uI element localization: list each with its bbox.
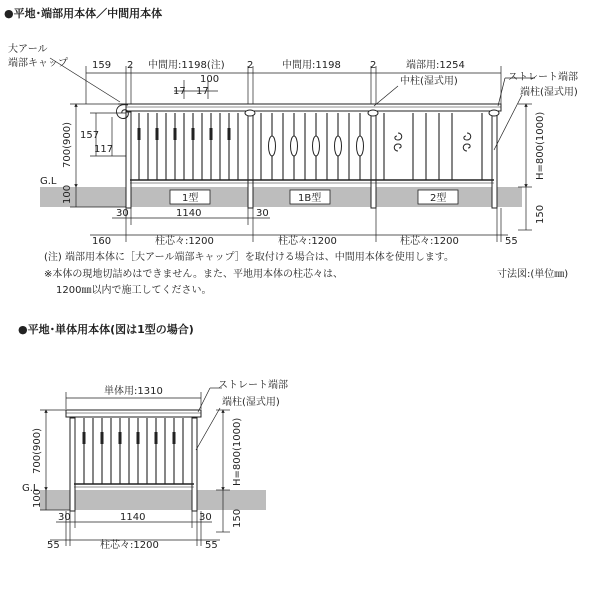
pitch-1: 柱芯々:1200 xyxy=(155,236,214,247)
dim-end: 端部用:1254 xyxy=(406,60,465,71)
height-label: H=800(1000) xyxy=(535,111,546,180)
post-2-left xyxy=(70,418,75,511)
unit-note: 寸法図:(単位㎜) xyxy=(497,269,569,280)
dim-30a: 30 xyxy=(116,208,129,219)
dim-117: 117 xyxy=(94,144,114,155)
post-left xyxy=(126,112,131,208)
middle-post-label: 中柱(湿式用) xyxy=(400,76,458,87)
end-post-label-2: 端柱(湿式用) xyxy=(222,397,280,408)
dim-55: 55 xyxy=(505,236,518,247)
top-rail-2 xyxy=(66,410,201,417)
cap-label-2: 端部キャップ xyxy=(8,58,68,69)
dim-2c: 2 xyxy=(370,60,377,71)
straight-end-label: ストレート端部 xyxy=(508,72,578,83)
top-rail xyxy=(126,104,501,111)
cap-label: 大アール xyxy=(8,44,48,55)
panel-2-scrolls xyxy=(394,133,471,151)
straight-end-label-2: ストレート端部 xyxy=(218,380,288,391)
pitch-single: 柱芯々:1200 xyxy=(100,540,159,551)
note-line2: ※本体の現地切詰めはできません。また、平地用本体の柱芯々は、 xyxy=(44,269,343,280)
post-mid-1 xyxy=(248,112,253,208)
dim-55a-2: 55 xyxy=(47,540,60,551)
gl-label-2: G.L xyxy=(22,483,39,494)
pitch-2: 柱芯々:1200 xyxy=(278,236,337,247)
gl-label: G.L xyxy=(40,176,57,187)
post-mid-2 xyxy=(371,112,376,208)
panel-single-pickets xyxy=(84,418,183,484)
pitch-3: 柱芯々:1200 xyxy=(400,236,459,247)
dim-55b-2: 55 xyxy=(205,540,218,551)
panel-type-1: 1型 xyxy=(182,193,199,204)
rail-height-label: 700(900) xyxy=(62,122,73,168)
rail-height-label-2: 700(900) xyxy=(32,428,43,474)
right-dimension-lines xyxy=(518,104,532,230)
note-line3: 1200㎜以内で施工してください。 xyxy=(56,285,212,296)
single-width-label: 単体用:1310 xyxy=(104,386,163,397)
dim-2b: 2 xyxy=(247,60,254,71)
dim-30b-2: 30 xyxy=(199,512,212,523)
dim-100-top: 100 xyxy=(200,74,220,85)
dim-30b: 30 xyxy=(256,208,269,219)
panel-type-1b: 1B型 xyxy=(298,193,322,204)
dim-150-right-2: 150 xyxy=(232,508,243,528)
panel-1-pickets xyxy=(139,113,238,180)
dim-150-right: 150 xyxy=(535,204,546,224)
dim-100-left-2: 100 xyxy=(32,488,43,508)
section2-title: ●平地･単体用本体(図は1型の場合) xyxy=(18,323,194,336)
dim-160: 160 xyxy=(92,236,112,247)
panel-2-pickets xyxy=(384,113,482,180)
dim-17b: 17 xyxy=(196,86,209,97)
section1-title: ●平地･端部用本体／中間用本体 xyxy=(4,7,163,20)
dim-mid1: 中間用:1198(注) xyxy=(148,60,225,71)
height-label-2: H=800(1000) xyxy=(232,417,243,486)
end-post-label: 端柱(湿式用) xyxy=(520,87,578,98)
panel-type-2: 2型 xyxy=(430,193,447,204)
dim-1140-2: 1140 xyxy=(120,512,146,523)
note-line1: (注) 端部用本体に［大アール端部キャップ］を取付ける場合は、中間用本体を使用します。 xyxy=(44,252,454,263)
dim-17a: 17 xyxy=(173,86,186,97)
dim-2a: 2 xyxy=(127,60,134,71)
post-2-right xyxy=(192,418,197,511)
post-right xyxy=(492,112,497,208)
dim-1140: 1140 xyxy=(176,208,202,219)
dim-mid2: 中間用:1198 xyxy=(282,60,341,71)
dim-159: 159 xyxy=(92,60,112,71)
dim-157: 157 xyxy=(80,130,100,141)
dim-30a-2: 30 xyxy=(58,512,71,523)
dim-100-left: 100 xyxy=(62,184,73,204)
